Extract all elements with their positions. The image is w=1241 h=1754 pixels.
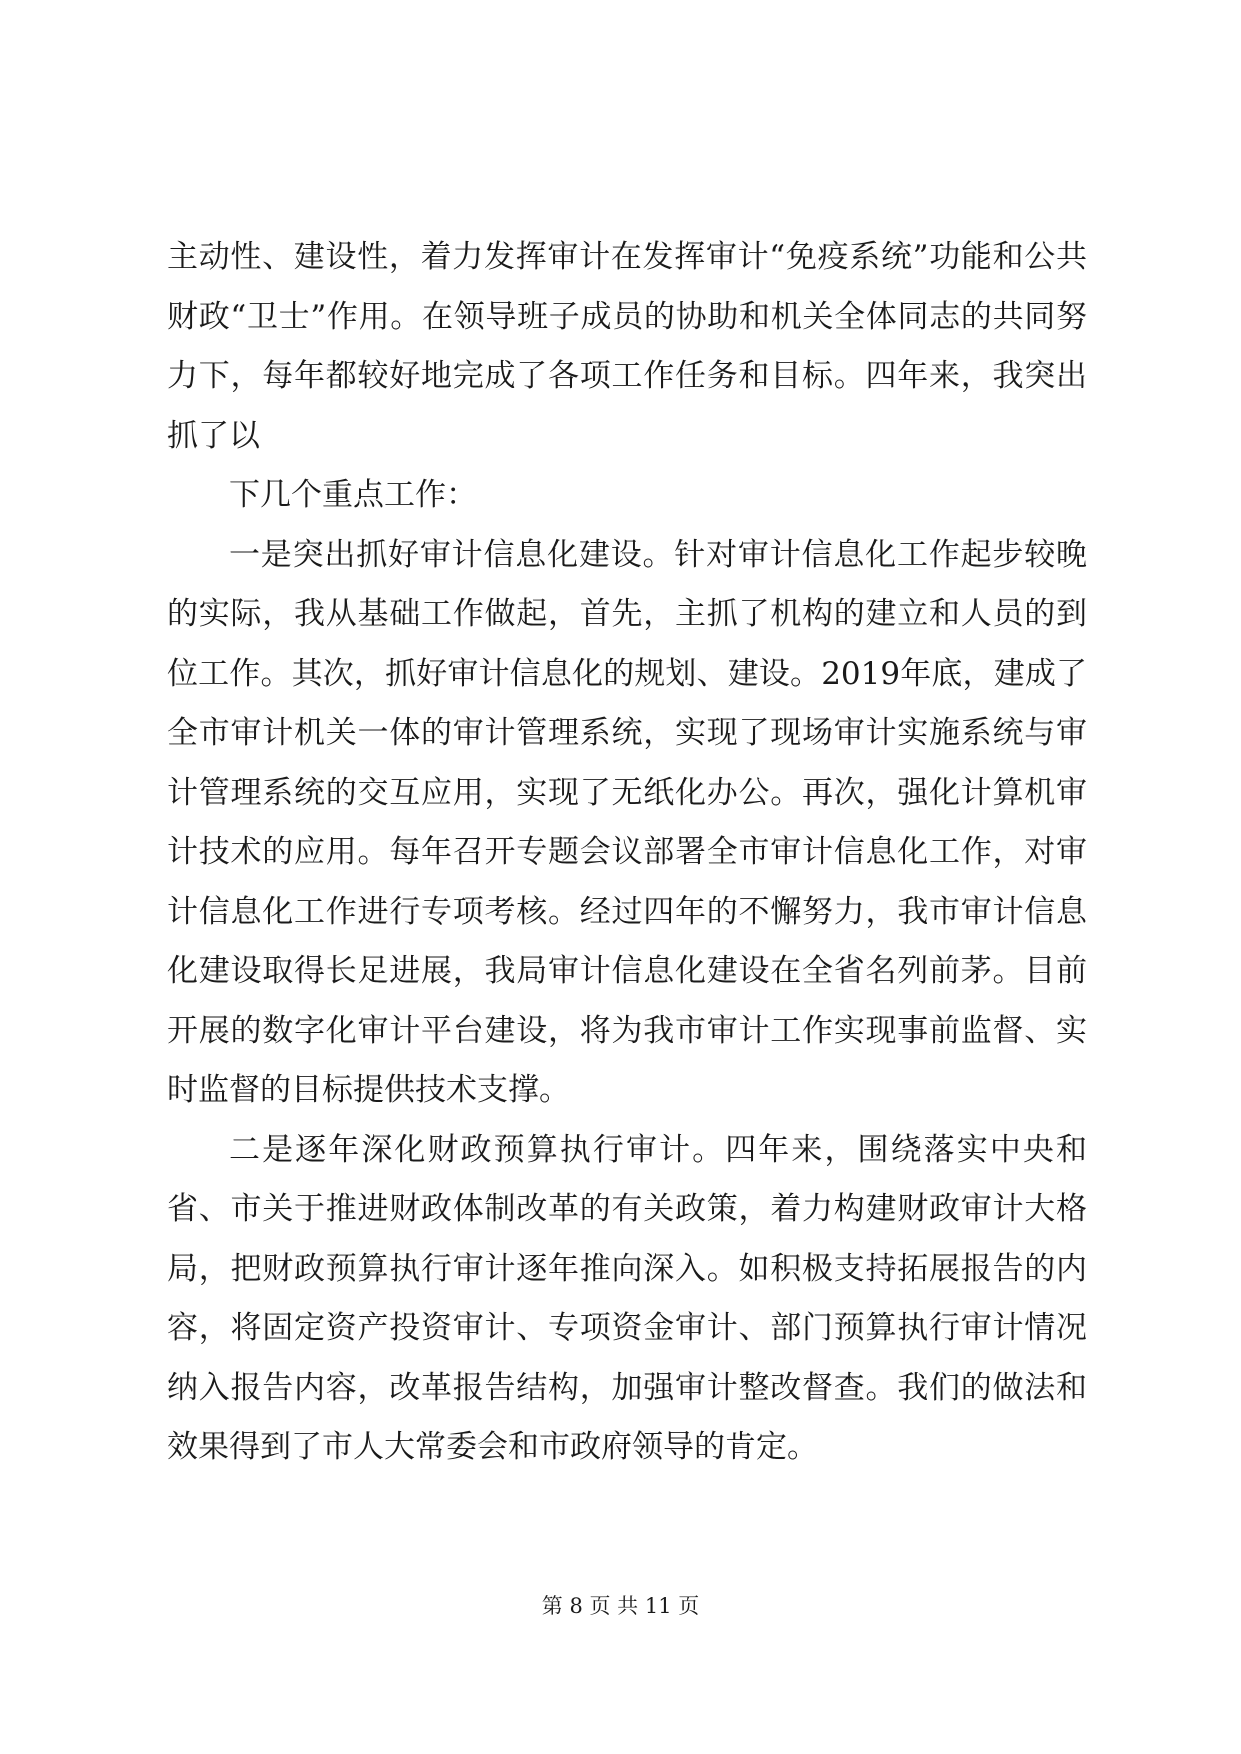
paragraph-4: 二是逐年深化财政预算执行审计。四年来，围绕落实中央和省、市关于推进财政体制改革的有关政策，着力构建财政审计大格局，把财政预算执行审计逐年推向深入。如积极支持拓展报告的内容，将固定资产投资审计、专项资金审计、部门预算执行审计情况纳入报告内容，改革报告结构，加强审计整改督查。我们的做法和效果得到了市人大常委会和市政府领导的肯定。 (167, 1131, 1087, 1465)
page-number-footer: 第 8 页 共 11 页 (541, 1594, 700, 1618)
paragraph-2: 下几个重点工作： (229, 477, 477, 513)
body-text (167, 228, 1087, 1478)
paragraph-1: 主动性、建设性，着力发挥审计在发挥审计“免疫系统”功能和公共财政“卫士”作用。在领导班子成员的协助和机关全体同志的共同努力下，每年都较好地完成了各项工作任务和目标。四年来，我突出抓了以 (167, 239, 1087, 454)
paragraph-3: 一是突出抓好审计信息化建设。针对审计信息化工作起步较晚的实际，我从基础工作做起，首先，主抓了机构的建立和人员的到位工作。其次，抓好审计信息化的规划、建设。2019年底，建成了全市审计机关一体的审计管理系统，实现了现场审计实施系统与审计管理系统的交互应用，实现了无纸化办公。再次，强化计算机审计技术的应用。每年召开专题会议部署全市审计信息化工作，对审计信息化工作进行专项考核。经过四年的不懈努力，我市审计信息化建设取得长足进展，我局审计信息化建设在全省名列前茅。目前开展的数字化审计平台建设，将为我市审计工作实现事前监督、实时监督的目标提供技术支撑。 (167, 536, 1087, 1108)
